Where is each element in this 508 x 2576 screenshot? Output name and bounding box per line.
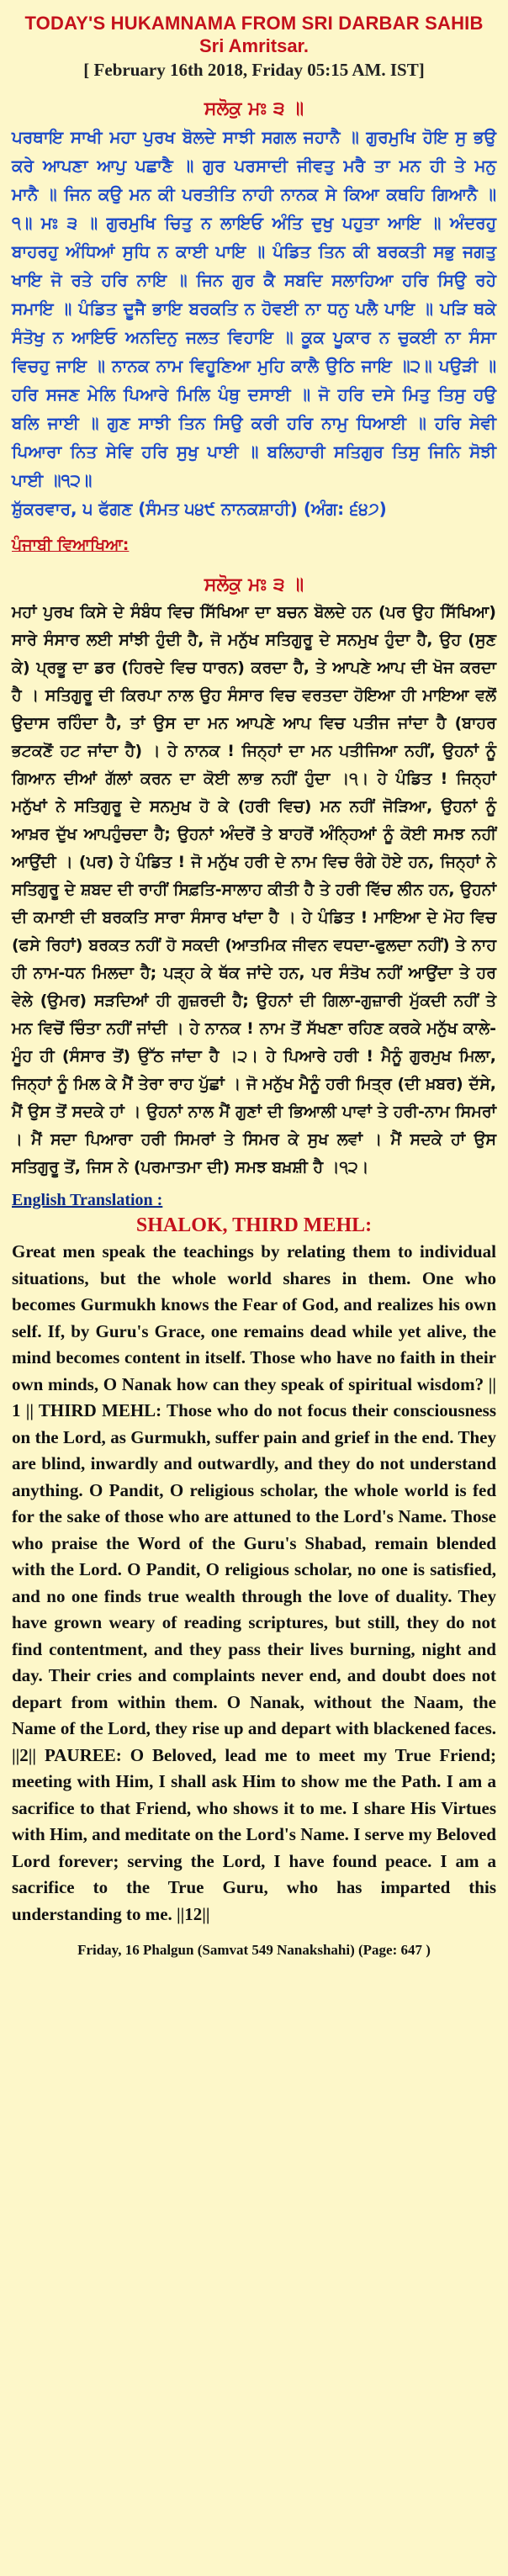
english-heading: SHALOK, THIRD MEHL:: [135, 1214, 373, 1236]
page-title: TODAY'S HUKAMNAMA FROM SRI DARBAR SAHIB: [24, 13, 484, 34]
page-subtitle: Sri Amritsar.: [198, 35, 310, 56]
page-dateline: [ February 16th 2018, Friday 05:15 AM. IST]: [83, 60, 425, 80]
gurbani-text: ਪਰਥਾਇ ਸਾਖੀ ਮਹਾ ਪੁਰਖ ਬੋਲਦੇ ਸਾਝੀ ਸਗਲ ਜਹਾਨੈ ॥ ਗੁਰਮੁਖਿ ਹੋਇ ਸੁ ਭਉ ਕਰੇ ਆਪਣਾ ਆਪੁ ਪਛਾਣੈ ॥ ਗੁਰ ਪਰਸਾਦੀ ਜੀਵਤੁ ਮਰੈ ਤਾ ਮਨ ਹੀ ਤੇ ਮਨੁ ਮਾਨੈ ॥ ਜਿਨ ਕਉ ਮਨ ਕੀ ਪਰਤੀਤਿ ਨਾਹੀ ਨਾਨਕ ਸੇ ਕਿਆ ਕਥਹਿ ਗਿਆਨੈ ॥੧॥ ਮਃ ੩ ॥ ਗੁਰਮੁਖਿ ਚਿਤੁ ਨ ਲਾਇਓ ਅੰਤਿ ਦੁਖੁ ਪਹੁਤਾ ਆਇ ॥ ਅੰਦਰਹੁ ਬਾਹਰਹੁ ਅੰਧਿਆਂ ਸੁਧਿ ਨ ਕਾਈ ਪਾਇ ॥ ਪੰਡਿਤ ਤਿਨ ਕੀ ਬਰਕਤੀ ਸਭੁ ਜਗਤੁ ਖਾਇ ਜੋ ਰਤੇ ਹਰਿ ਨਾਇ ॥ ਜਿਨ ਗੁਰ ਕੈ ਸਬਦਿ ਸਲਾਹਿਆ ਹਰਿ ਸਿਉ ਰਹੇ ਸਮਾਇ ॥ ਪੰਡਿਤ ਦੂਜੈ ਭਾਇ ਬਰਕਤਿ ਨ ਹੋਵਈ ਨਾ ਧਨੁ ਪਲੈ ਪਾਇ ॥ ਪੜਿ ਥਕੇ ਸੰਤੋਖੁ ਨ ਆਇਓ ਅਨਦਿਨੁ ਜਲਤ ਵਿਹਾਇ ॥ ਕੂਕ ਪੂਕਾਰ ਨ ਚੁਕਈ ਨਾ ਸੰਸਾ ਵਿਚਹੁ ਜਾਇ ॥ ਨਾਨਕ ਨਾਮ ਵਿਹੂਣਿਆ ਮੁਹਿ ਕਾਲੈ ਉਠਿ ਜਾਇ ॥੨॥ ਪਉੜੀ ॥ ਹਰਿ ਸਜਣ ਮੇਲਿ ਪਿਆਰੇ ਮਿਲਿ ਪੰਥੁ ਦਸਾਈ ॥ ਜੋ ਹਰਿ ਦਸੇ ਮਿਤੁ ਤਿਸੁ ਹਉ ਬਲਿ ਜਾਈ ॥ ਗੁਣ ਸਾਝੀ ਤਿਨ ਸਿਉ ਕਰੀ ਹਰਿ ਨਾਮੁ ਧਿਆਈ ॥ ਹਰਿ ਸੇਵੀ ਪਿਆਰਾ ਨਿਤ ਸੇਵਿ ਹਰਿ ਸੁਖੁ ਪਾਈ ॥ ਬਲਿਹਾਰੀ ਸਤਿਗੁਰ ਤਿਸੁ ਜਿਨਿ ਸੋਝੀ ਪਾਈ ॥੧੨॥: [12, 127, 496, 490]
punjabi-section-label: ਪੰਜਾਬੀ ਵਿਆਖਿਆ:: [12, 536, 130, 554]
punjabi-heading: ਸਲੋਕੁ ਮਃ ੩ ॥: [204, 574, 304, 595]
page-header: [12, 12, 496, 82]
page-footer: Friday, 16 Phalgun (Samvat 549 Nanakshahi) (Page: 647 ): [77, 1942, 431, 1958]
gurbani-date: ਸ਼ੁੱਕਰਵਾਰ, ੫ ਫੱਗਣ (ਸੰਮਤ ੫੪੯ ਨਾਨਕਸ਼ਾਹੀ) (ਅੰਗ: ੬੪੭): [12, 499, 387, 519]
english-section-label: English Translation :: [12, 1191, 163, 1209]
english-text: Great men speak the teachings by relating them to individual situations, but the whole world shares in them. One who becomes Gurmukh knows the Fear of God, and realizes his own self. If, by Guru's Grace, one remains dead while yet alive, the mind becomes content in itself. Those who have no faith in their own minds, O Nanak how can they speak of spiritual wisdom? || 1 || THIRD MEHL: Those who do not focus their consciousness on the Lord, as Gurmukh, suffer pain and grief in the end. They are blind, inwardly and outwardly, and they do not understand anything. O Pandit, O religious scholar, the whole world is fed for the sake of those who are attuned to the Lord's Name. Those who praise the Word of the Guru's Shabad, remain blended with the Lord. O Pandit, O religious scholar, no one is satisfied, and no one finds true wealth through the love of duality. They have grown weary of reading scriptures, but still, they do not find contentment, and they pass their lives burning, night and day. Their cries and complaints never end, and doubt does not depart from within them. O Nanak, without the Naam, the Name of the Lord, they rise up and depart with blackened faces. ||2|| PAUREE: O Beloved, lead me to meet my True Friend; meeting with Him, I shall ask Him to show me the Path. I am a sacrifice to that Friend, who shows it to me. I share His Virtues with Him, and meditate on the Lord's Name. I serve my Beloved Lord forever; serving the Lord, I have found peace. I am a sacrifice to the True Guru, who has imparted this understanding to me. ||12||: [12, 1241, 496, 1924]
gurbani-heading: ਸਲੋਕੁ ਮਃ ੩ ॥: [204, 98, 304, 119]
punjabi-text: ਮਹਾਂ ਪੁਰਖ ਕਿਸੇ ਦੇ ਸੰਬੰਧ ਵਿਚ ਸਿੱਖਿਆ ਦਾ ਬਚਨ ਬੋਲਦੇ ਹਨ (ਪਰ ਉਹ ਸਿੱਖਿਆ) ਸਾਰੇ ਸੰਸਾਰ ਲਈ ਸਾਂਝੀ ਹੁੰਦੀ ਹੈ, ਜੋ ਮਨੁੱਖ ਸਤਿਗੁਰੂ ਦੇ ਸਨਮੁਖ ਹੁੰਦਾ ਹੈ, ਉਹ (ਸੁਣ ਕੇ) ਪ੍ਰਭੂ ਦਾ ਡਰ (ਹਿਰਦੇ ਵਿਚ ਧਾਰਨ) ਕਰਦਾ ਹੈ, ਤੇ ਆਪਣੇ ਆਪ ਦੀ ਖੋਜ ਕਰਦਾ ਹੈ । ਸਤਿਗੁਰੂ ਦੀ ਕਿਰਪਾ ਨਾਲ ਉਹ ਸੰਸਾਰ ਵਿਚ ਵਰਤਦਾ ਹੋਇਆ ਹੀ ਮਾਇਆ ਵਲੋਂ ਉਦਾਸ ਰਹਿੰਦਾ ਹੈ, ਤਾਂ ਉਸ ਦਾ ਮਨ ਆਪਣੇ ਆਪ ਵਿਚ ਪਤੀਜ ਜਾਂਦਾ ਹੈ (ਬਾਹਰ ਭਟਕਣੋਂ ਹਟ ਜਾਂਦਾ ਹੈ) । ਹੇ ਨਾਨਕ ! ਜਿਨ੍ਹਾਂ ਦਾ ਮਨ ਪਤੀਜਿਆ ਨਹੀਂ, ਉਹਨਾਂ ਨੂੰ ਗਿਆਨ ਦੀਆਂ ਗੱਲਾਂ ਕਰਨ ਦਾ ਕੋਈ ਲਾਭ ਨਹੀਂ ਹੁੰਦਾ ।੧। ਹੇ ਪੰਡਿਤ ! ਜਿਨ੍ਹਾਂ ਮਨੁੱਖਾਂ ਨੇ ਸਤਿਗੁਰੂ ਦੇ ਸਨਮੁਖ ਹੋ ਕੇ (ਹਰੀ ਵਿਚ) ਮਨ ਨਹੀਂ ਜੋੜਿਆ, ਉਹਨਾਂ ਨੂੰ ਆਖ਼ਰ ਦੁੱਖ ਆਪਹੁੰਚਦਾ ਹੈ; ਉਹਨਾਂ ਅੰਦਰੋਂ ਤੇ ਬਾਹਰੋਂ ਅੰਨ੍ਹਿਆਂ ਨੂੰ ਕੋਈ ਸਮਝ ਨਹੀਂ ਆਉਂਦੀ । (ਪਰ) ਹੇ ਪੰਡਿਤ ! ਜੋ ਮਨੁੱਖ ਹਰੀ ਦੇ ਨਾਮ ਵਿਚ ਰੰਗੇ ਹੋਏ ਹਨ, ਜਿਨ੍ਹਾਂ ਨੇ ਸਤਿਗੁਰੂ ਦੇ ਸ਼ਬਦ ਦੀ ਰਾਹੀਂ ਸਿਫ਼ਤਿ-ਸਾਲਾਹ ਕੀਤੀ ਹੈ ਤੇ ਹਰੀ ਵਿੱਚ ਲੀਨ ਹਨ, ਉਹਨਾਂ ਦੀ ਕਮਾਈ ਦੀ ਬਰਕਤਿ ਸਾਰਾ ਸੰਸਾਰ ਖਾਂਦਾ ਹੈ । ਹੇ ਪੰਡਿਤ ! ਮਾਇਆ ਦੇ ਮੋਹ ਵਿਚ (ਫਸੇ ਰਿਹਾਂ) ਬਰਕਤ ਨਹੀਂ ਹੋ ਸਕਦੀ (ਆਤਮਿਕ ਜੀਵਨ ਵਧਦਾ-ਫੁਲਦਾ ਨਹੀਂ) ਤੇ ਨਾਹ ਹੀ ਨਾਮ-ਧਨ ਮਿਲਦਾ ਹੈ; ਪੜ੍ਹ ਕੇ ਥੱਕ ਜਾਂਦੇ ਹਨ, ਪਰ ਸੰਤੋਖ ਨਹੀਂ ਆਉਂਦਾ ਤੇ ਹਰ ਵੇਲੇ (ਉਮਰ) ਸੜਦਿਆਂ ਹੀ ਗੁਜ਼ਰਦੀ ਹੈ; ਉਹਨਾਂ ਦੀ ਗਿਲਾ-ਗੁਜ਼ਾਰੀ ਮੁੱਕਦੀ ਨਹੀਂ ਤੇ ਮਨ ਵਿਚੋਂ ਚਿੰਤਾ ਨਹੀਂ ਜਾਂਦੀ । ਹੇ ਨਾਨਕ ! ਨਾਮ ਤੋਂ ਸੱਖਣਾ ਰਹਿਣ ਕਰਕੇ ਮਨੁੱਖ ਕਾਲੇ-ਮੂੰਹ ਹੀ (ਸੰਸਾਰ ਤੋਂ) ਉੱਠ ਜਾਂਦਾ ਹੈ ।੨। ਹੇ ਪਿਆਰੇ ਹਰੀ ! ਮੈਨੂੰ ਗੁਰਮੁਖ ਮਿਲਾ, ਜਿਨ੍ਹਾਂ ਨੂੰ ਮਿਲ ਕੇ ਮੈਂ ਤੇਰਾ ਰਾਹ ਪੁੱਛਾਂ । ਜੋ ਮਨੁੱਖ ਮੈਨੂੰ ਹਰੀ ਮਿਤ੍ਰ (ਦੀ ਖ਼ਬਰ) ਦੱਸੇ, ਮੈਂ ਉਸ ਤੋਂ ਸਦਕੇ ਹਾਂ । ਉਹਨਾਂ ਨਾਲ ਮੈਂ ਗੁਣਾਂ ਦੀ ਭਿਆਲੀ ਪਾਵਾਂ ਤੇ ਹਰੀ-ਨਾਮ ਸਿਮਰਾਂ । ਮੈਂ ਸਦਾ ਪਿਆਰਾ ਹਰੀ ਸਿਮਰਾਂ ਤੇ ਸਿਮਰ ਕੇ ਸੁਖ ਲਵਾਂ । ਮੈਂ ਸਦਕੇ ਹਾਂ ਉਸ ਸਤਿਗੁਰੂ ਤੋਂ, ਜਿਸ ਨੇ (ਪਰਮਾਤਮਾ ਦੀ) ਸਮਝ ਬਖ਼ਸ਼ੀ ਹੈ ।੧੨।: [12, 603, 496, 1177]
